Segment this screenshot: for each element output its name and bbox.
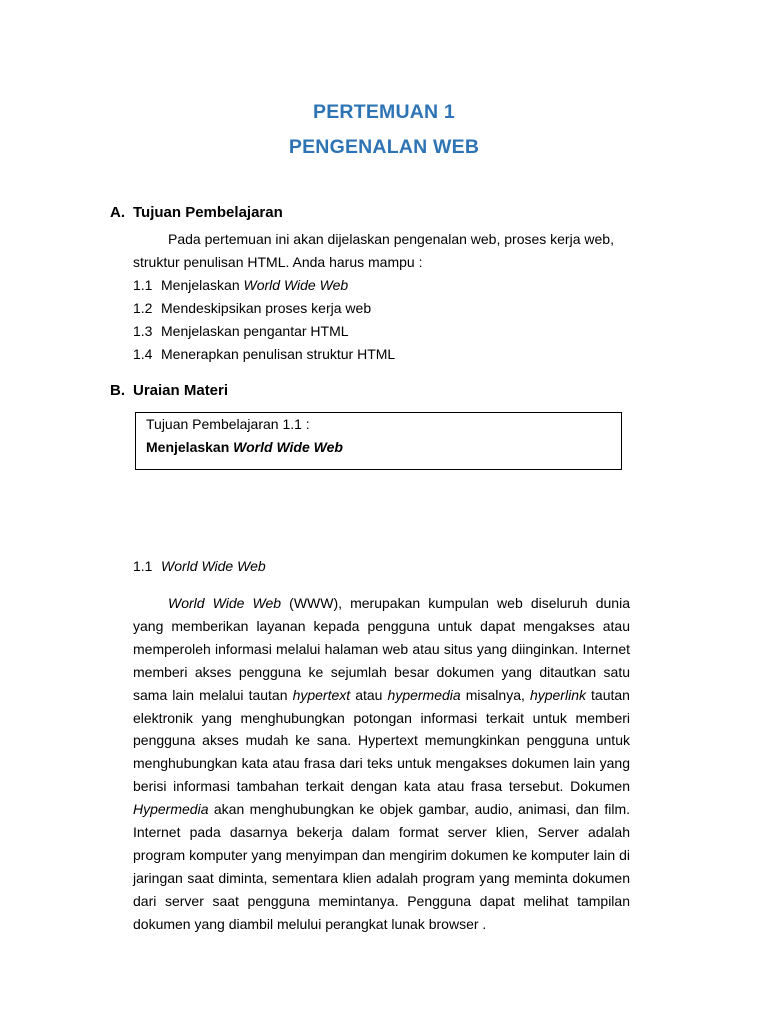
intro-line-1: Pada pertemuan ini akan dijelaskan pengenalan web, proses kerja web, xyxy=(168,231,614,247)
hyperlink-italic: hyperlink xyxy=(529,686,586,703)
objective-item xyxy=(133,346,395,362)
section-a-title: Tujuan Pembelajaran xyxy=(133,204,283,221)
objective-text: Menjelaskan pengantar HTML xyxy=(161,323,349,339)
subsection-num: 1.1 xyxy=(133,558,153,574)
objective-num: 1.1 xyxy=(133,277,153,293)
learning-objective-box xyxy=(135,412,622,470)
objective-num: 1.3 xyxy=(133,323,153,339)
paragraph-text: atau xyxy=(350,686,388,703)
intro-line-2: struktur penulisan HTML. Anda harus mampu : xyxy=(133,254,423,270)
section-b-letter: B. xyxy=(110,382,125,399)
paragraph-text: tautan elektronik yang menghubungkan potongan informasi terkait untuk memberi pengguna akses mudah ke sana. Hypertext memungkinkan pengguna untuk menghubungkan kata atau frasa dari teks untuk mengakses dokumen lain yang berisi informasi tambahan terkait dengan kata atau frasa tersebut. Dokumen xyxy=(133,686,630,795)
box-objective xyxy=(146,439,343,455)
objective-item xyxy=(133,323,349,339)
objective-item xyxy=(133,300,371,316)
document-title-line1: PERTEMUAN 1 xyxy=(313,101,455,123)
section-b-title: Uraian Materi xyxy=(133,382,229,399)
objective-italic: World Wide Web xyxy=(243,277,349,293)
www-italic: World Wide Web xyxy=(168,595,282,611)
subsection-title: World Wide Web xyxy=(161,558,266,574)
hypertext-italic: hypertext xyxy=(292,686,351,703)
section-b-heading xyxy=(110,382,228,399)
paragraph-text: akan menghubungkan ke objek gambar, audio, animasi, dan film. Internet pada dasarnya bekerja dalam format server klien, Server adalah program komputer yang menyimpan dan mengirim dokumen ke komputer lain di jaringan saat diminta, sementara klien adalah program yang meminta dokumen dari server saat pengguna memintanya. Pengguna dapat melihat tampilan dokumen yang diambil melului perangkat lunak browser . xyxy=(133,801,630,932)
hypermedia-cap-italic: Hypermedia xyxy=(133,801,209,818)
body-paragraph xyxy=(133,592,630,936)
objective-item xyxy=(133,277,348,293)
box-label: Tujuan Pembelajaran 1.1 : xyxy=(146,416,310,432)
document-title-line2: PENGENALAN WEB xyxy=(288,136,480,158)
section-a-heading xyxy=(110,204,283,221)
box-objective-italic: World Wide Web xyxy=(233,439,343,455)
objective-text: Menjelaskan xyxy=(161,277,244,293)
subsection-heading xyxy=(133,558,266,574)
paragraph-text: (WWW), merupakan kumpulan web diseluruh dunia yang memberikan layanan kepada pengguna untuk dapat mengakses atau memperoleh informasi melalui halaman web atau situs yang diinginkan. Internet memberi akses pengguna ke sejumlah besar dokumen yang ditautkan satu sama lain melalui tautan xyxy=(133,595,630,703)
section-a-letter: A. xyxy=(110,204,125,221)
objective-text: Menerapkan penulisan struktur HTML xyxy=(161,346,396,362)
hypermedia-italic: hypermedia xyxy=(387,686,461,703)
paragraph-text: misalnya, xyxy=(460,686,530,703)
objective-text: Mendeskipsikan proses kerja web xyxy=(161,300,372,316)
objective-num: 1.4 xyxy=(133,346,153,362)
box-objective-text: Menjelaskan xyxy=(146,439,234,455)
objective-num: 1.2 xyxy=(133,300,153,316)
